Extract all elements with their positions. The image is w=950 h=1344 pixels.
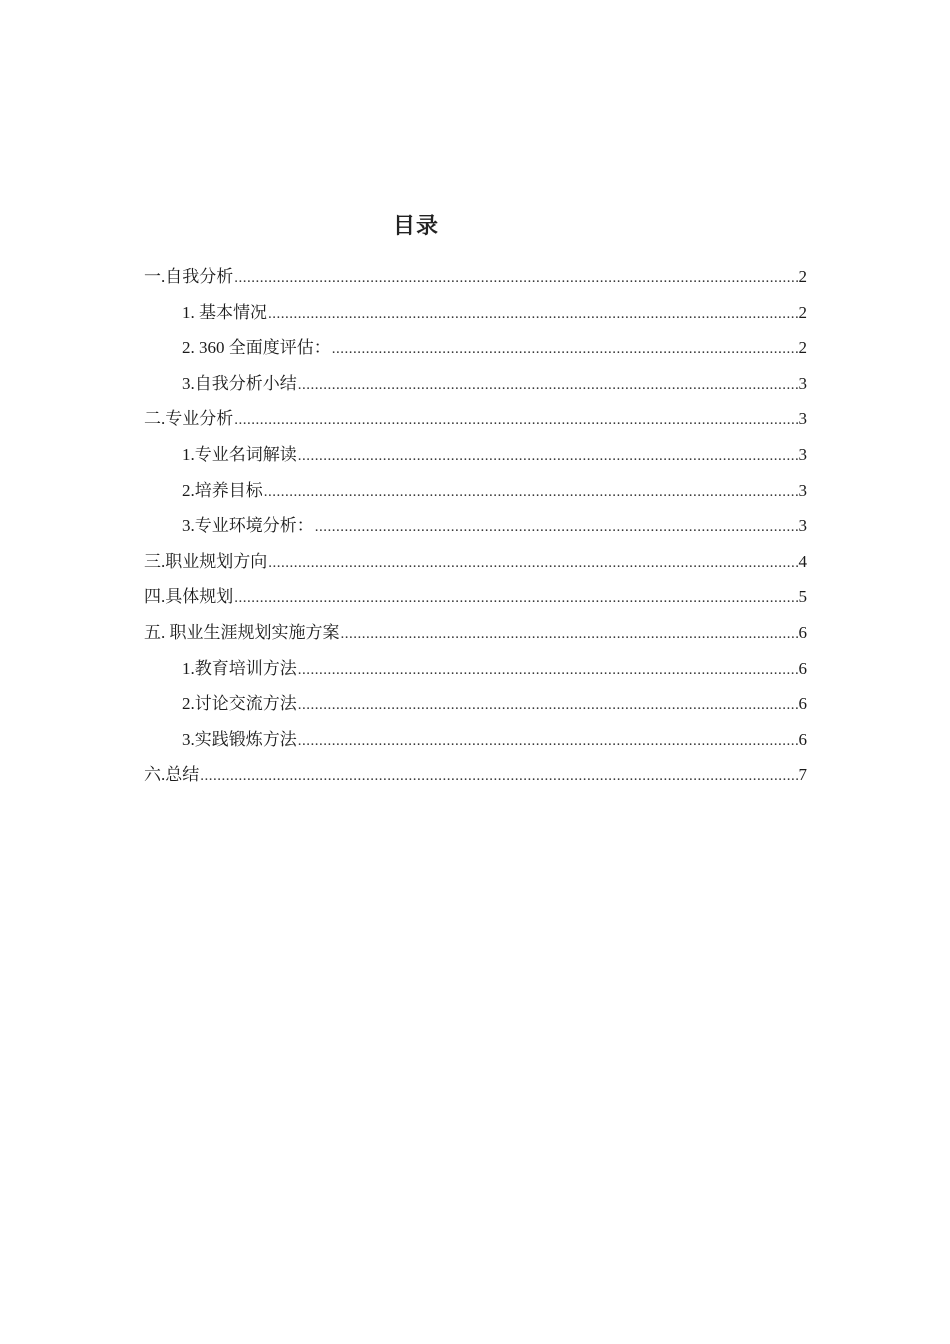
toc-leader-dots bbox=[268, 546, 797, 582]
toc-leader-dots bbox=[298, 688, 798, 724]
toc-leader-dots bbox=[268, 297, 798, 333]
toc-page-number: 2 bbox=[798, 267, 807, 286]
toc-entry[interactable] bbox=[144, 544, 807, 580]
toc-page-number: 3 bbox=[798, 373, 807, 393]
toc-page-number: 6 bbox=[798, 729, 807, 749]
toc-page-number: 4 bbox=[798, 551, 807, 571]
toc-page-number: 2 bbox=[798, 338, 807, 358]
toc-title: 目录 bbox=[392, 213, 439, 239]
toc-entry-text: 3.自我分析小结 bbox=[182, 373, 297, 393]
toc-entry-text: 六.总结 bbox=[144, 765, 200, 785]
toc-leader-dots bbox=[298, 724, 798, 760]
toc-leader-dots bbox=[315, 510, 798, 546]
toc-page-number: 3 bbox=[798, 480, 807, 500]
toc-page-number: 6 bbox=[798, 622, 807, 642]
toc-leader-dots bbox=[298, 653, 798, 689]
toc-page-number: 7 bbox=[798, 765, 807, 785]
toc-page-number: 3 bbox=[798, 516, 807, 536]
toc-entry-text: 四.具体规划 bbox=[144, 587, 234, 607]
toc-entry[interactable] bbox=[144, 508, 807, 544]
toc-page-number: 3 bbox=[798, 444, 807, 464]
toc-entry[interactable] bbox=[144, 401, 807, 437]
toc-entry[interactable] bbox=[144, 651, 807, 687]
toc-entry[interactable] bbox=[144, 295, 807, 331]
toc-entry[interactable] bbox=[144, 686, 807, 722]
table-of-contents bbox=[144, 259, 807, 793]
toc-leader-dots bbox=[298, 368, 798, 404]
toc-entry-text: 3.专业环境分析： bbox=[182, 516, 314, 536]
toc-entry[interactable] bbox=[144, 366, 807, 402]
toc-entry-text: 五. 职业生涯规划实施方案 bbox=[144, 622, 340, 642]
toc-leader-dots bbox=[234, 261, 797, 297]
toc-entry-text: 一.自我分析 bbox=[144, 267, 234, 286]
toc-entry[interactable] bbox=[144, 615, 807, 651]
toc-leader-dots bbox=[332, 332, 798, 368]
toc-entry-text: 1. 基本情况 bbox=[182, 302, 267, 322]
toc-leader-dots bbox=[234, 581, 797, 617]
toc-entry-text: 3.实践锻炼方法 bbox=[182, 729, 297, 749]
toc-page-number: 5 bbox=[798, 587, 807, 607]
toc-entry-text: 1.专业名词解读 bbox=[182, 444, 297, 464]
toc-entry[interactable] bbox=[144, 579, 807, 615]
toc-entry-text: 1.教育培训方法 bbox=[182, 658, 297, 678]
toc-entry[interactable] bbox=[144, 330, 807, 366]
toc-page-number: 2 bbox=[798, 302, 807, 322]
toc-leader-dots bbox=[341, 617, 798, 653]
toc-leader-dots bbox=[298, 439, 798, 475]
toc-leader-dots bbox=[234, 403, 797, 439]
toc-entry-text: 2. 360 全面度评估： bbox=[182, 338, 331, 358]
toc-entry[interactable] bbox=[144, 259, 807, 295]
toc-leader-dots bbox=[200, 759, 797, 795]
toc-entry-text: 2.讨论交流方法 bbox=[182, 694, 297, 714]
toc-leader-dots bbox=[264, 475, 798, 511]
toc-entry-text: 二.专业分析 bbox=[144, 409, 234, 429]
toc-page-number: 6 bbox=[798, 658, 807, 678]
toc-page-number: 3 bbox=[798, 409, 807, 429]
toc-entry-text: 2.培养目标 bbox=[182, 480, 263, 500]
toc-entry-text: 三.职业规划方向 bbox=[144, 551, 268, 571]
toc-page-number: 6 bbox=[798, 694, 807, 714]
toc-entry[interactable] bbox=[144, 437, 807, 473]
toc-entry[interactable] bbox=[144, 473, 807, 509]
toc-entry[interactable] bbox=[144, 757, 807, 793]
toc-entry[interactable] bbox=[144, 722, 807, 758]
